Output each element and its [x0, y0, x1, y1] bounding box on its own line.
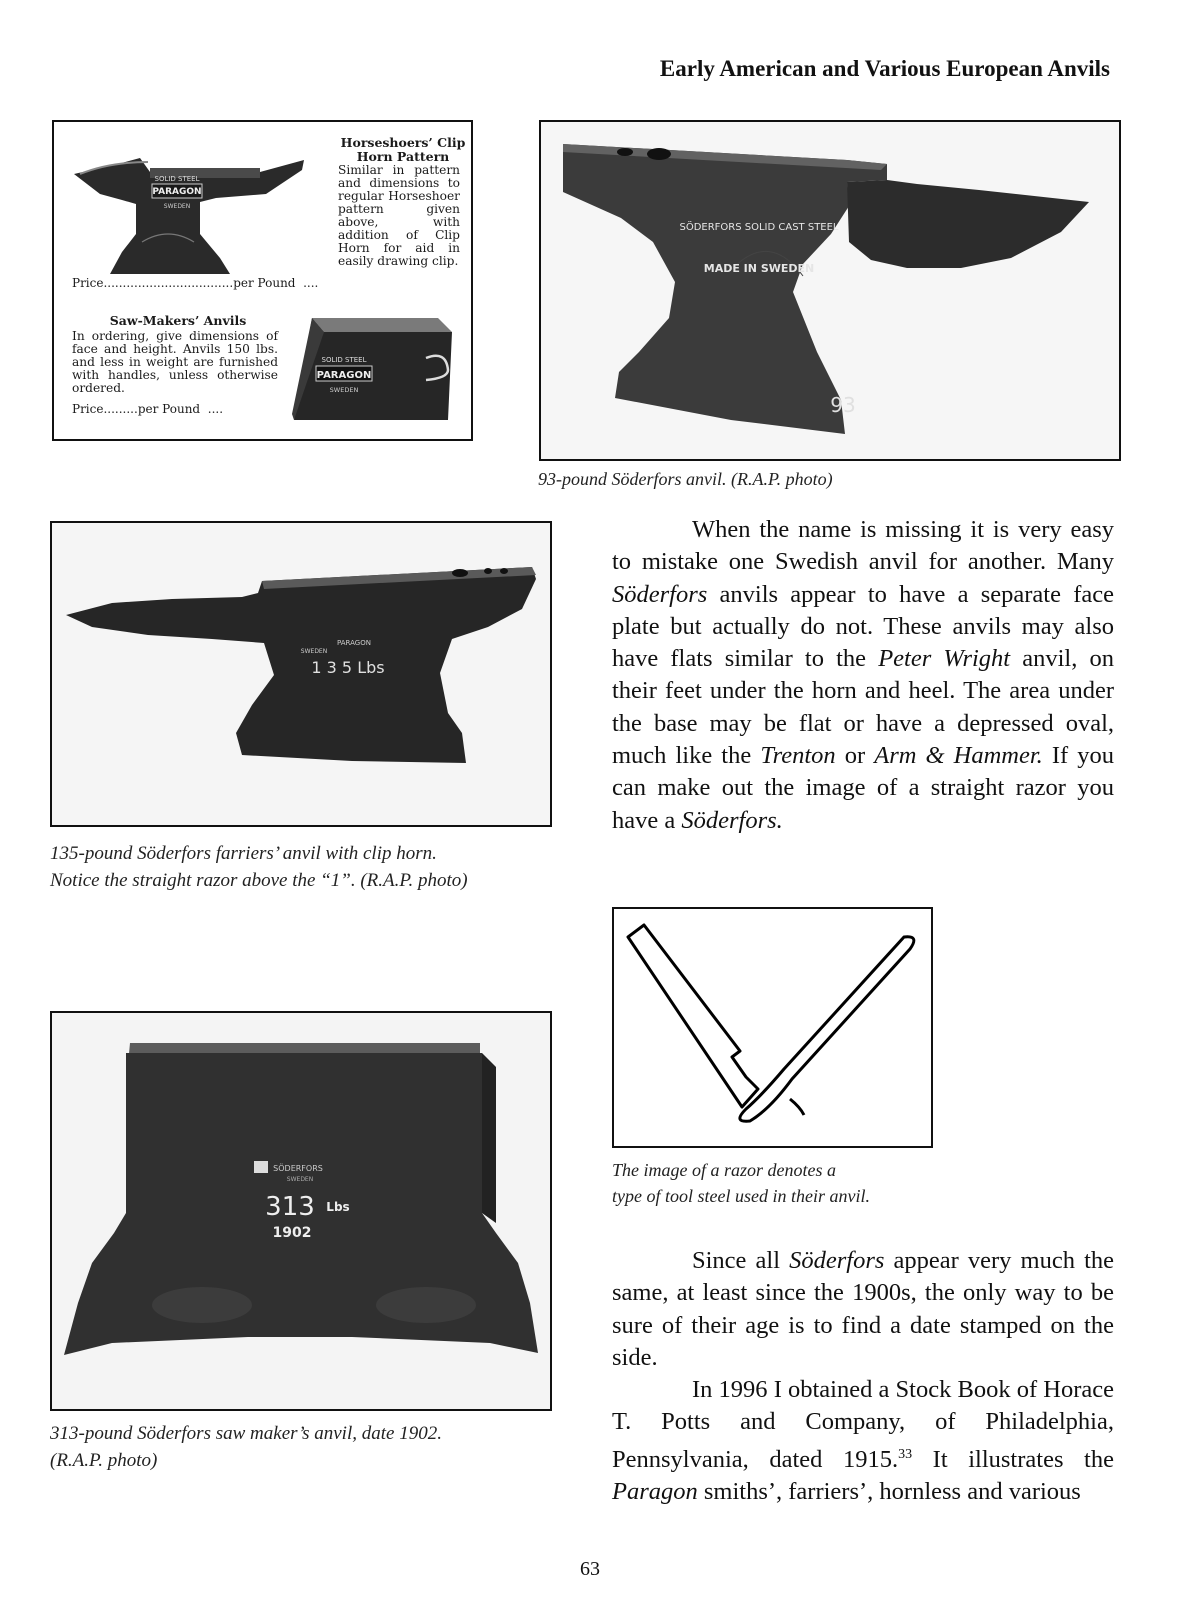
price-unit: per Pound — [233, 276, 296, 290]
paragraphs-2-3 — [612, 1245, 1114, 1509]
razor-icon — [614, 909, 931, 1146]
photo-93-pound-anvil — [539, 120, 1121, 461]
block-stamp-line2: SWEDEN — [329, 386, 359, 394]
paragraph-1-text: When the name is missing it is very easy to mistake one Swedish anvil for another. Many Söderfors anvils appear to have a separate face plate but actually do not. These anvils may also have flats similar to the Peter Wright anvil, on their feet under the horn and heel. The area under the base may be flat or have a depressed oval, much like the Trenton or Arm & Hammer. If you can make out the image of a straight razor you have a Söderfors. — [612, 516, 1114, 834]
price-unit: per Pound — [137, 402, 201, 416]
saw-maker-anvil-illustration — [288, 304, 464, 428]
footnote-ref: 33 — [898, 1446, 913, 1462]
year-313: 1902 — [272, 1225, 312, 1241]
caption-93-pound: 93-pound Söderfors anvil. (R.A.P. photo) — [538, 469, 833, 489]
saw-maker-description: In ordering, give dimensions of face and height. Anvils 150 lbs. and less in weight are furnished with handles, unless otherwise ordered. — [72, 329, 278, 395]
anvil-135-image — [52, 523, 550, 825]
block-stamp-brand: PARAGON — [316, 370, 372, 381]
paragraph-3-text: In 1996 I obtained a Stock Book of Horace T. Potts and Company, of Philadelphia, Pennsylvania, dated 1915.33 It illustrates the Paragon smiths’, farriers’, hornless and various — [612, 1376, 1114, 1506]
price-label: Price — [72, 276, 104, 290]
stamp-line-93: MADE IN SWEDEN — [703, 262, 815, 275]
caption-135-line2: Notice the straight razor above the “1”. (R.A.P. photo) — [50, 870, 468, 891]
anvil-93-image — [541, 122, 1119, 459]
paragraph-1 — [612, 514, 1114, 837]
clip-horn-description: Similar in pattern and dimensions to regular Horseshoer pattern given above, with addition of Clip Horn for aid in easily drawing clip. — [338, 163, 460, 268]
price-leader: ......... — [103, 402, 138, 416]
clip-horn-anvil-illustration — [70, 138, 316, 282]
stamp-country-313: SWEDEN — [286, 1176, 314, 1183]
caption-razor-line2: type of tool steel used in their anvil. — [612, 1186, 870, 1206]
weight-number-313: 313 — [265, 1192, 315, 1222]
caption-313-line2: (R.A.P. photo) — [50, 1450, 158, 1471]
price-label: Price — [72, 402, 104, 416]
caption-313-line1: 313-pound Söderfors saw maker’s anvil, date 1902. — [50, 1423, 442, 1444]
photo-135-pound-anvil — [50, 521, 552, 827]
saw-maker-title: Saw-Makers’ Anvils — [109, 313, 247, 328]
weight-unit-313: Lbs — [326, 1200, 350, 1214]
weight-mark-135: 1 3 5 Lbs — [311, 658, 385, 677]
page-number: 63 — [580, 1558, 600, 1580]
clip-horn-subtitle: Horn Pattern — [356, 149, 450, 164]
paragraph-2-text: Since all Söderfors appear very much the same, at least since the 1900s, the only way to be sure of their age is to find a date stamped on the side. — [612, 1247, 1114, 1371]
price-leader: .................................. — [103, 276, 234, 290]
catalog-stamp-line2: SWEDEN — [163, 203, 191, 210]
caption-razor-line1: The image of a razor denotes a — [612, 1160, 836, 1180]
stamp-left-135: SWEDEN — [300, 648, 328, 655]
clip-horn-title: Horseshoers’ Clip — [340, 135, 466, 150]
catalog-excerpt — [52, 120, 473, 441]
caption-135-line1: 135-pound Söderfors farriers’ anvil with clip horn. — [50, 843, 437, 864]
saw-maker-price-row — [72, 402, 223, 416]
weight-mark-93: 93 — [830, 393, 856, 417]
stamp-brand-313: SÖDERFORS — [273, 1164, 323, 1173]
running-header: Early American and Various European Anvils — [659, 56, 1110, 81]
stamp-arc-93: SÖDERFORS SOLID CAST STEEL — [679, 222, 839, 233]
razor-illustration-frame — [612, 907, 933, 1148]
catalog-stamp-line1: SOLID STEEL — [154, 175, 200, 183]
photo-313-pound-anvil — [50, 1011, 552, 1411]
anvil-313-image — [52, 1013, 550, 1409]
catalog-stamp-brand: PARAGON — [152, 187, 202, 197]
price-blank: .... — [200, 402, 224, 416]
stamp-right-135: PARAGON — [337, 639, 371, 647]
clip-horn-price-row — [72, 276, 318, 290]
block-stamp-line1: SOLID STEEL — [321, 356, 367, 364]
price-blank: .... — [295, 276, 319, 290]
